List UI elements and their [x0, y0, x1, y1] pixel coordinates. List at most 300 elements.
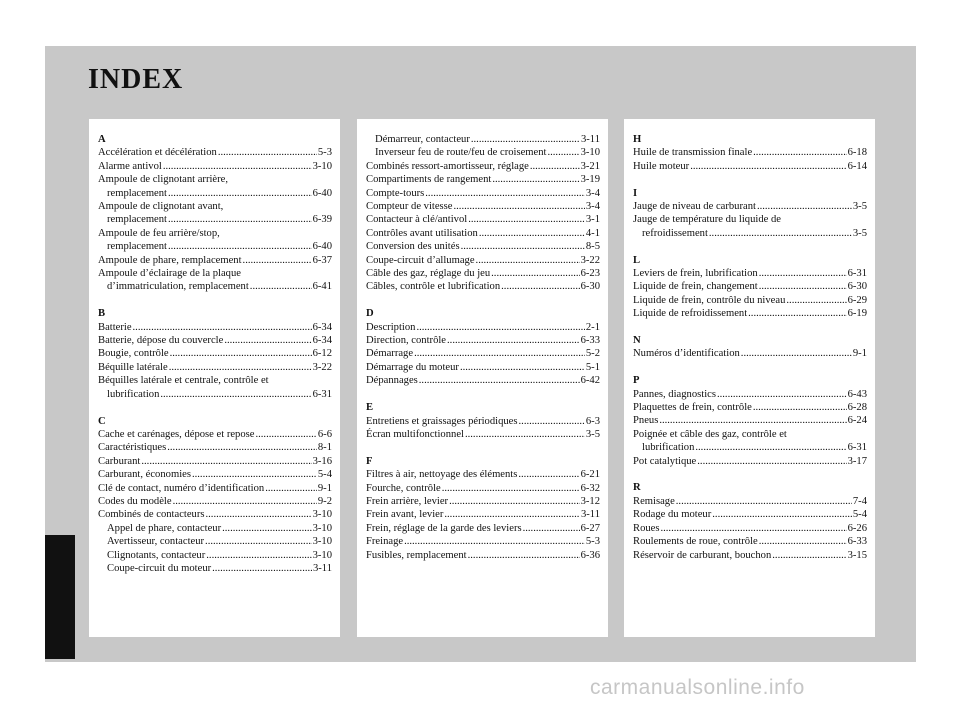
leader-dots [250, 280, 312, 293]
entry-page-ref: 4-1 [585, 227, 600, 239]
index-entry [633, 280, 867, 293]
entry-label: refroidissement [642, 227, 708, 239]
entry-label: Liquide de frein, changement [633, 281, 758, 293]
entry-page-ref: 3-10 [312, 549, 332, 561]
entry-label: Pot catalytique [633, 455, 697, 467]
entry-label: Béquille latérale [98, 361, 168, 373]
leader-dots [168, 240, 312, 253]
index-column-3 [624, 119, 875, 637]
entry-label: Liquide de frein, contrôle du niveau [633, 294, 786, 306]
leader-dots [224, 334, 311, 347]
leader-dots [192, 468, 317, 481]
index-entry [98, 535, 332, 548]
entry-label: Démarrage [366, 348, 414, 360]
leader-dots [547, 146, 579, 159]
entry-page-ref: 3-22 [580, 254, 600, 266]
index-entry [633, 307, 867, 320]
entry-page-ref: 6-28 [847, 402, 867, 414]
section-letter: A [98, 134, 106, 145]
entry-page-ref: 7-4 [852, 495, 867, 507]
entry-page-ref: 5-3 [585, 536, 600, 548]
index-entry [366, 334, 600, 347]
entry-page-ref: 3-10 [580, 147, 600, 159]
index-entry [366, 254, 600, 267]
index-entry [633, 535, 867, 548]
entry-page-ref: 5-2 [585, 348, 600, 360]
entry-page-ref: 6-40 [312, 187, 332, 199]
entry-page-ref: 3-10 [312, 160, 332, 172]
index-entry [366, 549, 600, 562]
leader-dots [461, 240, 585, 253]
leader-dots [676, 495, 852, 508]
entry-page-ref: 3-19 [580, 174, 600, 186]
entry-label: lubrification [107, 388, 160, 400]
index-entry [98, 482, 332, 495]
index-entry [98, 508, 332, 521]
leader-dots [501, 280, 579, 293]
leader-dots [491, 267, 579, 280]
leader-dots [447, 334, 580, 347]
entry-label: Freinage [366, 536, 404, 548]
leader-dots [167, 441, 317, 454]
index-entry [633, 267, 867, 280]
entry-page-ref: 3-22 [312, 361, 332, 373]
entry-page-ref: 3-11 [580, 134, 600, 145]
leader-dots [425, 187, 585, 200]
leader-dots [690, 160, 846, 173]
index-entry [633, 200, 867, 213]
leader-dots [404, 535, 585, 548]
entry-page-ref: 3-15 [847, 549, 867, 561]
entry-label: Numéros d’identification [633, 348, 740, 360]
leader-dots [173, 495, 317, 508]
leader-dots [471, 133, 580, 146]
index-entry [633, 455, 867, 468]
leader-dots [523, 522, 580, 535]
watermark-text: carmanualsonline.info [590, 676, 805, 699]
entry-label: Liquide de refroidissement [633, 308, 748, 320]
entry-label: Avertisseur, contacteur [107, 536, 205, 548]
entry-label: Contrôles avant utilisation [366, 227, 478, 239]
entry-page-ref: 5-4 [852, 509, 867, 521]
entry-page-ref: 3-4 [585, 187, 600, 199]
entry-page-ref: 3-11 [312, 562, 332, 574]
entry-label: Coupe-circuit du moteur [107, 562, 212, 574]
index-entry [633, 522, 867, 535]
index-entry [366, 347, 600, 360]
index-entry [633, 294, 867, 307]
index-column-1 [89, 119, 340, 637]
index-entry [98, 187, 332, 200]
entry-page-ref: 3-5 [852, 201, 867, 213]
entry-label: Combinés de contacteurs [98, 509, 205, 521]
index-entry [98, 428, 332, 441]
leader-dots [170, 347, 312, 360]
entry-page-ref: 3-10 [312, 536, 332, 548]
section-gap [366, 388, 600, 401]
entry-label-first-line: Ampoule d’éclairage de la plaque [98, 268, 241, 280]
section-letter: P [633, 375, 640, 387]
leader-dots [697, 455, 846, 468]
section-gap [366, 294, 600, 307]
entry-label: Clignotants, contacteur [107, 549, 206, 561]
index-entry [633, 347, 867, 360]
leader-dots [169, 361, 312, 374]
entry-label: Rodage du moteur [633, 509, 712, 521]
entry-page-ref: 9-1 [317, 482, 332, 494]
index-entry [633, 508, 867, 521]
entry-label: Plaquettes de frein, contrôle [633, 402, 752, 414]
leader-dots [168, 187, 312, 200]
entry-label: Frein, réglage de la garde des leviers [366, 522, 522, 534]
leader-dots [772, 549, 846, 562]
entry-page-ref: 6-14 [847, 160, 867, 172]
leader-dots [759, 535, 847, 548]
entry-page-ref: 6-43 [847, 388, 867, 400]
entry-label: Cache et carénages, dépose et repose [98, 428, 255, 440]
section-letter: D [366, 308, 374, 320]
entry-page-ref: 6-26 [847, 522, 867, 534]
index-entry [633, 414, 867, 427]
entry-label-first-line: Jauge de température du liquide de [633, 214, 781, 226]
entry-page-ref: 6-32 [580, 482, 600, 494]
leader-dots [492, 173, 579, 186]
entry-page-ref: 6-40 [312, 241, 332, 253]
entry-page-ref: 5-3 [317, 147, 332, 159]
leader-dots [759, 280, 847, 293]
index-entry [366, 321, 600, 334]
entry-label: Huile moteur [633, 160, 690, 172]
index-entry [633, 388, 867, 401]
index-entry [98, 468, 332, 481]
index-entry [366, 508, 600, 521]
index-entry [633, 549, 867, 562]
entry-page-ref: 6-31 [847, 268, 867, 280]
index-entry [633, 227, 867, 240]
index-entry [366, 267, 600, 280]
leader-dots [449, 495, 580, 508]
leader-dots [748, 307, 846, 320]
entry-page-ref: 6-34 [312, 335, 332, 347]
entry-label: d’immatriculation, remplacement [107, 281, 249, 293]
entry-label: Compteur de vitesse [366, 201, 453, 213]
section-letter: B [98, 308, 106, 320]
index-entry [366, 227, 600, 240]
index-entry [366, 374, 600, 387]
entry-page-ref: 3-4 [585, 201, 600, 213]
section-gap [633, 173, 867, 186]
index-entry [98, 549, 332, 562]
index-entry [98, 347, 332, 360]
leader-dots [468, 549, 580, 562]
entry-page-ref: 8-1 [317, 442, 332, 454]
entry-label: Inverseur feu de route/feu de croisement [375, 147, 547, 159]
leader-dots [206, 549, 311, 562]
entry-page-ref: 3-16 [312, 455, 332, 467]
index-entry [98, 213, 332, 226]
entry-page-ref: 6-33 [580, 335, 600, 347]
leader-dots [518, 468, 579, 481]
entry-label: Coupe-circuit d’allumage [366, 254, 475, 266]
index-entry [366, 240, 600, 253]
entry-page-ref: 5-4 [317, 469, 332, 481]
leader-dots [205, 535, 312, 548]
leader-dots [160, 388, 311, 401]
section-gap [633, 361, 867, 374]
leader-dots [444, 508, 580, 521]
index-entry [98, 160, 332, 173]
entry-label: remplacement [107, 214, 167, 226]
section-gap [633, 468, 867, 481]
leader-dots [659, 414, 846, 427]
entry-label: remplacement [107, 187, 167, 199]
leader-dots [419, 374, 580, 387]
leader-dots [786, 294, 846, 307]
entry-label: Roues [633, 522, 660, 534]
entry-label: Description [366, 321, 416, 333]
leader-dots [660, 522, 846, 535]
index-entry [98, 334, 332, 347]
index-entry [366, 146, 600, 159]
entry-label: Jauge de niveau de carburant [633, 201, 756, 213]
entry-label: Compte-tours [366, 187, 425, 199]
leader-dots [454, 200, 585, 213]
page-title: INDEX [88, 64, 184, 95]
leader-dots [476, 254, 580, 267]
leader-dots [695, 441, 846, 454]
entry-label: Direction, contrôle [366, 335, 447, 347]
index-entry [98, 562, 332, 575]
leader-dots [416, 321, 584, 334]
entry-page-ref: 6-39 [312, 214, 332, 226]
section-letter: R [633, 482, 641, 494]
entry-label: Pannes, diagnostics [633, 388, 716, 400]
index-entry [366, 280, 600, 293]
entry-label: Fusibles, remplacement [366, 549, 467, 561]
leader-dots [519, 415, 585, 428]
index-entry [633, 146, 867, 159]
entry-label-first-line: Béquilles latérale et centrale, contrôle et [98, 375, 269, 387]
entry-page-ref: 6-6 [317, 428, 332, 440]
entry-page-ref: 2-1 [585, 321, 600, 333]
section-tab [45, 535, 75, 659]
index-entry [366, 522, 600, 535]
entry-label: Combinés ressort-amortisseur, réglage [366, 160, 529, 172]
entry-label: Appel de phare, contacteur [107, 522, 222, 534]
entry-label: Câble des gaz, réglage du jeu [366, 268, 491, 280]
section-letter: E [366, 402, 374, 414]
leader-dots [212, 562, 312, 575]
leader-dots [414, 347, 585, 360]
entry-page-ref: 3-5 [852, 227, 867, 239]
entry-label: Câbles, contrôle et lubrification [366, 281, 501, 293]
leader-dots [442, 482, 580, 495]
index-entry [366, 482, 600, 495]
entry-page-ref: 6-24 [847, 415, 867, 427]
entry-label: Roulements de roue, contrôle [633, 536, 758, 548]
entry-page-ref: 9-2 [317, 495, 332, 507]
entry-page-ref: 6-34 [312, 321, 332, 333]
entry-label: Batterie [98, 321, 132, 333]
section-letter: H [633, 134, 642, 145]
entry-label: Clé de contact, numéro d’identification [98, 482, 265, 494]
entry-page-ref: 6-19 [847, 308, 867, 320]
leader-dots [757, 200, 852, 213]
leader-dots [168, 213, 312, 226]
entry-page-ref: 3-11 [580, 509, 600, 521]
leader-dots [163, 160, 312, 173]
index-entry [98, 240, 332, 253]
entry-label: Fourche, contrôle [366, 482, 441, 494]
entry-label-first-line: Ampoule de feu arrière/stop, [98, 227, 220, 239]
entry-label-first-line: Poignée et câble des gaz, contrôle et [633, 428, 787, 440]
index-entry [366, 495, 600, 508]
entry-label: Alarme antivol [98, 160, 162, 172]
entry-page-ref: 6-21 [580, 469, 600, 481]
entry-label: Pneus [633, 415, 659, 427]
leader-dots [218, 146, 317, 159]
leader-dots [753, 146, 846, 159]
section-gap [366, 441, 600, 454]
index-entry [366, 535, 600, 548]
entry-label: Dépannages [366, 375, 418, 387]
index-entry [633, 160, 867, 173]
entry-label: Entretiens et graissages périodiques [366, 415, 518, 427]
entry-label: Démarreur, contacteur [375, 134, 470, 145]
entry-page-ref: 6-18 [847, 147, 867, 159]
index-entry [366, 173, 600, 186]
entry-page-ref: 6-42 [580, 375, 600, 387]
entry-page-ref: 8-5 [585, 241, 600, 253]
entry-label: lubrification [642, 442, 695, 454]
entry-label: Frein arrière, levier [366, 495, 449, 507]
leader-dots [206, 508, 312, 521]
entry-label: Bougie, contrôle [98, 348, 169, 360]
entry-page-ref: 3-21 [580, 160, 600, 172]
section-gap [633, 240, 867, 253]
leader-dots [759, 267, 847, 280]
entry-page-ref: 9-1 [852, 348, 867, 360]
leader-dots [530, 160, 580, 173]
entry-page-ref: 6-3 [585, 415, 600, 427]
entry-page-ref: 6-31 [312, 388, 332, 400]
leader-dots [465, 428, 585, 441]
index-entry [98, 388, 332, 401]
section-letter: N [633, 335, 641, 347]
entry-label: Carburant [98, 455, 141, 467]
entry-page-ref: 5-1 [585, 361, 600, 373]
index-entry [366, 361, 600, 374]
section-letter: F [366, 455, 373, 467]
entry-label: Leviers de frein, lubrification [633, 268, 758, 280]
leader-dots [460, 361, 585, 374]
leader-dots [255, 428, 316, 441]
leader-dots [468, 213, 585, 226]
entry-label: Filtres à air, nettoyage des éléments [366, 469, 518, 481]
leader-dots [741, 347, 852, 360]
entry-label: Démarrage du moteur [366, 361, 459, 373]
entry-label: Écran multifonctionnel [366, 428, 464, 440]
entry-page-ref: 6-12 [312, 348, 332, 360]
leader-dots [141, 455, 311, 468]
entry-label: Caractéristiques [98, 442, 167, 454]
entry-label: Remisage [633, 495, 675, 507]
index-entry [98, 455, 332, 468]
index-entry [98, 146, 332, 159]
index-entry [366, 187, 600, 200]
entry-page-ref: 3-17 [847, 455, 867, 467]
entry-page-ref: 3-12 [580, 495, 600, 507]
index-entry [366, 160, 600, 173]
entry-label: Réservoir de carburant, bouchon [633, 549, 772, 561]
entry-label-first-line: Ampoule de clignotant avant, [98, 201, 224, 213]
entry-label: Contacteur à clé/antivol [366, 214, 468, 226]
leader-dots [133, 321, 312, 334]
leader-dots [712, 508, 852, 521]
entry-page-ref: 6-33 [847, 536, 867, 548]
entry-label: Carburant, économies [98, 469, 191, 481]
entry-page-ref: 3-10 [312, 509, 332, 521]
index-entry [98, 495, 332, 508]
index-entry [633, 441, 867, 454]
entry-page-ref: 3-5 [585, 428, 600, 440]
entry-label: Conversion des unités [366, 241, 460, 253]
section-letter: I [633, 187, 638, 199]
index-entry [633, 401, 867, 414]
entry-label: Frein avant, levier [366, 509, 444, 521]
index-entry [98, 321, 332, 334]
entry-page-ref: 6-37 [312, 254, 332, 266]
index-entry [98, 522, 332, 535]
entry-label: Accélération et décélération [98, 147, 217, 159]
entry-label: Compartiments de rangement [366, 174, 492, 186]
entry-page-ref: 6-23 [580, 268, 600, 280]
section-gap [98, 294, 332, 307]
leader-dots [265, 482, 317, 495]
entry-page-ref: 6-29 [847, 294, 867, 306]
entry-page-ref: 6-41 [312, 281, 332, 293]
leader-dots [753, 401, 847, 414]
entry-label: Batterie, dépose du couvercle [98, 335, 224, 347]
index-entry [98, 361, 332, 374]
index-entry [366, 133, 600, 146]
section-gap [633, 321, 867, 334]
entry-label: remplacement [107, 241, 167, 253]
leader-dots [479, 227, 585, 240]
section-letter: L [633, 254, 641, 266]
section-gap [98, 401, 332, 414]
index-entry [98, 280, 332, 293]
index-entry [98, 441, 332, 454]
entry-label-first-line: Ampoule de clignotant arrière, [98, 174, 229, 186]
entry-page-ref: 6-30 [580, 281, 600, 293]
entry-label: Ampoule de phare, remplacement [98, 254, 242, 266]
index-entry [366, 415, 600, 428]
entry-page-ref: 3-1 [585, 214, 600, 226]
index-entry [366, 213, 600, 226]
entry-page-ref: 6-30 [847, 281, 867, 293]
leader-dots [717, 388, 847, 401]
entry-page-ref: 6-27 [580, 522, 600, 534]
index-entry [98, 254, 332, 267]
entry-page-ref: 6-31 [847, 442, 867, 454]
index-entry [633, 495, 867, 508]
index-entry [366, 468, 600, 481]
index-entry [366, 428, 600, 441]
entry-page-ref: 3-10 [312, 522, 332, 534]
entry-label: Codes du modèle [98, 495, 172, 507]
index-column-2 [357, 119, 608, 637]
